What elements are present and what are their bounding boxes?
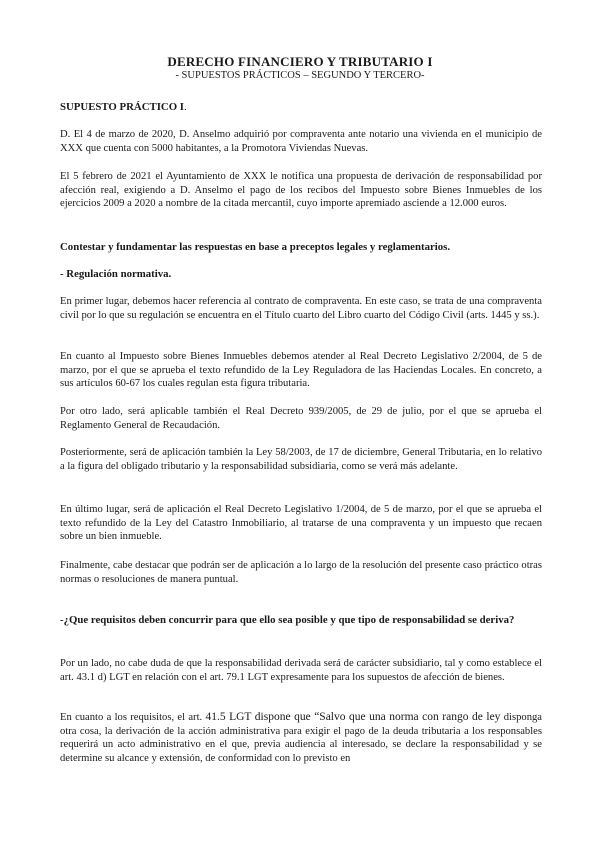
paragraph-otras-normas: Finalmente, cabe destacar que podrán ser de aplicación a lo largo de la resolución del presente caso práctico otras normas o resoluciones de manera puntual. [60, 560, 542, 585]
case-heading-text: SUPUESTO PRÁCTICO I [60, 101, 184, 113]
paragraph-facts-1: D. El 4 de marzo de 2020, D. Anselmo adquirió por compraventa ante notario una vivienda en el municipio de XXX que cuenta con 5000 habitantes, a la Promotora Viviendas Nuevas. [60, 129, 542, 154]
case-heading-dot: . [184, 101, 187, 113]
instruction: Contestar y fundamentar las respuestas en base a preceptos legales y reglamentarios. [60, 241, 451, 253]
paragraph-catastro: En último lugar, será de aplicación el Real Decreto Legislativo 1/2004, de 5 de marzo, por el que se aprueba el texto refundido de la Ley del Catastro Inmobiliario, al tratarse de una compraventa y un impuesto que recaen sobre un bien inmueble. [60, 504, 542, 543]
paragraph-ibi: En cuanto al Impuesto sobre Bienes Inmuebles debemos atender al Real Decreto Legislativo 2/2004, de 5 de marzo, por el que se aprueba el texto refundido de la Ley Reguladora de las Haciendas Locales. En concreto, a sus artículos 60-67 los cuales regulan esta figura tributaria. [60, 351, 542, 390]
paragraph-compraventa: En primer lugar, debemos hacer referencia al contrato de compraventa. En este caso, se trata de una compraventa civil por lo que su regulación se encuentra en el Título cuarto del Libro cuarto del Código Civil (arts. 1445 y ss.). [60, 296, 542, 321]
section-heading-regulacion: - Regulación normativa. [60, 268, 172, 280]
paragraph-facts-2: El 5 febrero de 2021 el Ayuntamiento de XXX le notifica una propuesta de derivación de responsabilidad por afección real, exigiendo a D. Anselmo el pago de los recibos del Impuesto sobre Bienes Inmuebles de los ejercicios 2009 a 2020 a nombre de la citada mercantil, cuyo importe apremiado asciende a 12.000 euros. [60, 171, 542, 210]
document-title: DERECHO FINANCIERO Y TRIBUTARIO I [167, 54, 433, 69]
paragraph-lgt: Posteriormente, será de aplicación también la Ley 58/2003, de 17 de diciembre, General Tributaria, en lo relativo a la figura del obligado tributario y la responsabilidad subsidiaria, como se verá más adelante. [60, 447, 542, 472]
paragraph-responsabilidad: Por un lado, no cabe duda de que la responsabilidad derivada será de carácter subsidiario, tal y como establece el art. 43.1 d) LGT en relación con el art. 79.1 LGT expresamente para los supuestos de afección de bienes. [60, 658, 542, 683]
paragraph-reglamento-recaudacion: Por otro lado, será aplicable también el Real Decreto 939/2005, de 29 de julio, por el que se aprueba el Reglamento General de Recaudación. [60, 406, 542, 431]
requisitos-rest: disponga otra cosa, la derivación de la acción administrativa para exigir el pago de la deuda tributaria a los responsables requerirá un acto administrativo en el que, previa audiencia al interesado, se declare la responsabilidad y se determine su alcance y extensión, de conformidad con lo previsto en [60, 712, 542, 764]
requisitos-quote: 41.5 LGT dispone que “Salvo que una norma con rango de ley [205, 711, 501, 723]
requisitos-lead: En cuanto a los requisitos, el art. [60, 712, 206, 723]
question-heading: -¿Que requisitos deben concurrir para que ello sea posible y que tipo de responsabilidad se deriva? [60, 614, 515, 626]
case-heading [60, 101, 542, 115]
paragraph-requisitos [60, 711, 542, 765]
document-subtitle: - SUPUESTOS PRÁCTICOS – SEGUNDO Y TERCERO- [175, 70, 425, 81]
